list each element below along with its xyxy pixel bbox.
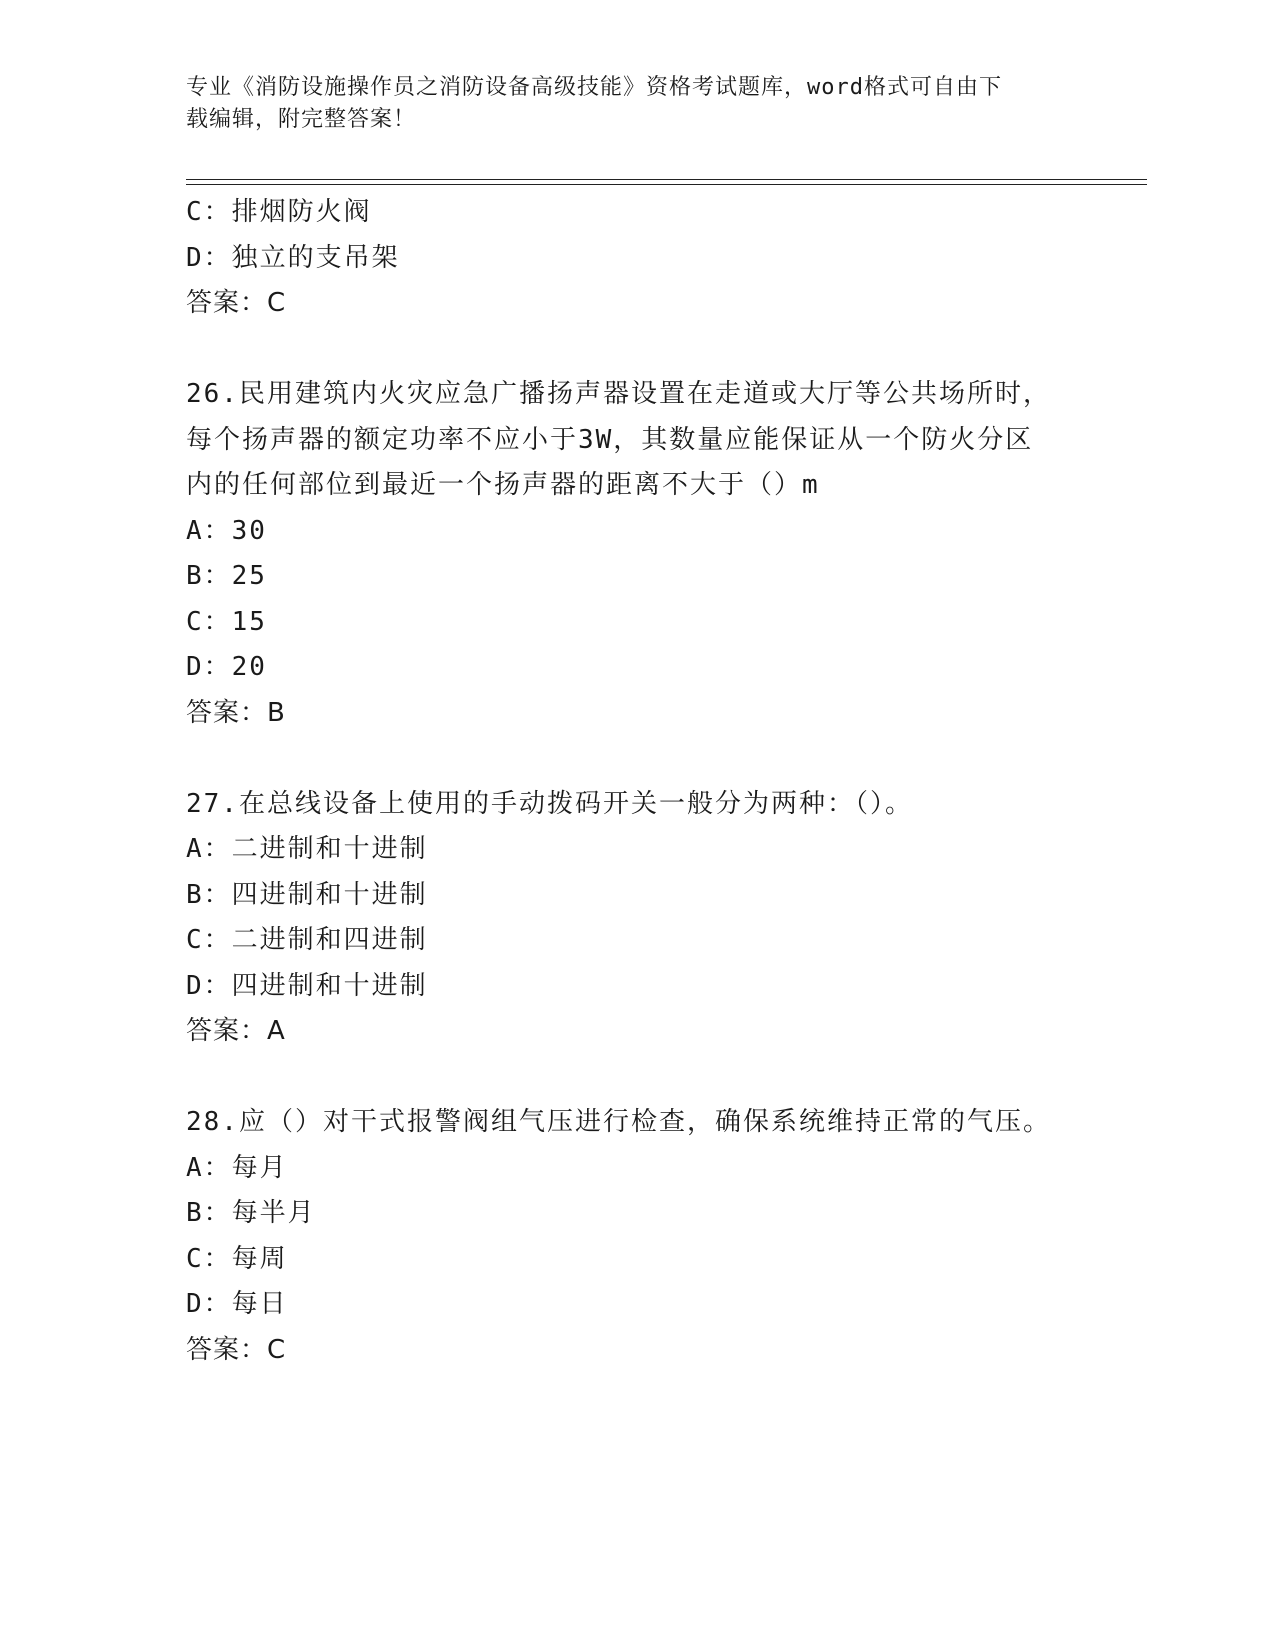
question-25-partial bbox=[186, 190, 1066, 327]
option-d: D：20 bbox=[186, 652, 267, 682]
option-a: A：二进制和十进制 bbox=[186, 834, 428, 864]
spacer bbox=[186, 736, 1066, 782]
answer-line: 答案：C bbox=[186, 288, 287, 318]
header-divider-bottom bbox=[186, 184, 1147, 185]
option-c: C：15 bbox=[186, 606, 267, 637]
answer-line: 答案：A bbox=[186, 1016, 286, 1046]
option-c: C：二进制和四进制 bbox=[186, 925, 428, 955]
question-text-line: 28.应（）对干式报警阀组气压进行检查，确保系统维持正常的气压。 bbox=[186, 1107, 1051, 1137]
header-line-1: 专业《消防设施操作员之消防设备高级技能》资格考试题库，word格式可自由下 bbox=[186, 75, 1002, 100]
question-text-line: 27.在总线设备上使用的手动拨码开关一般分为两种：（）。 bbox=[186, 788, 913, 819]
option-d: D：每日 bbox=[186, 1289, 288, 1319]
question-28 bbox=[186, 1100, 1066, 1373]
question-text-line: 每个扬声器的额定功率不应小于3W，其数量应能保证从一个防火分区 bbox=[186, 424, 1034, 455]
option-b: B：四进制和十进制 bbox=[186, 879, 428, 910]
option-a: A：30 bbox=[186, 515, 267, 546]
question-text-line: 26.民用建筑内火灾应急广播扬声器设置在走道或大厅等公共场所时， bbox=[186, 379, 1051, 409]
option-c: C：每周 bbox=[186, 1243, 288, 1274]
answer-line: 答案：B bbox=[186, 697, 286, 728]
question-26 bbox=[186, 372, 1066, 736]
question-list bbox=[186, 190, 1066, 1373]
header-line-2: 载编辑，附完整答案！ bbox=[186, 107, 417, 132]
option-d: D：独立的支吊架 bbox=[186, 242, 400, 273]
option-b: B：25 bbox=[186, 561, 267, 591]
answer-line: 答案：C bbox=[186, 1334, 287, 1365]
spacer bbox=[186, 327, 1066, 373]
question-27 bbox=[186, 782, 1066, 1055]
header-divider-top bbox=[186, 179, 1147, 180]
spacer bbox=[186, 1055, 1066, 1101]
option-c: C：排烟防火阀 bbox=[186, 197, 372, 227]
option-d: D：四进制和十进制 bbox=[186, 970, 428, 1001]
option-b: B：每半月 bbox=[186, 1198, 316, 1228]
question-text-line: 内的任何部位到最近一个扬声器的距离不大于（）m bbox=[186, 470, 820, 500]
option-a: A：每月 bbox=[186, 1152, 288, 1183]
document-header bbox=[186, 72, 1066, 136]
